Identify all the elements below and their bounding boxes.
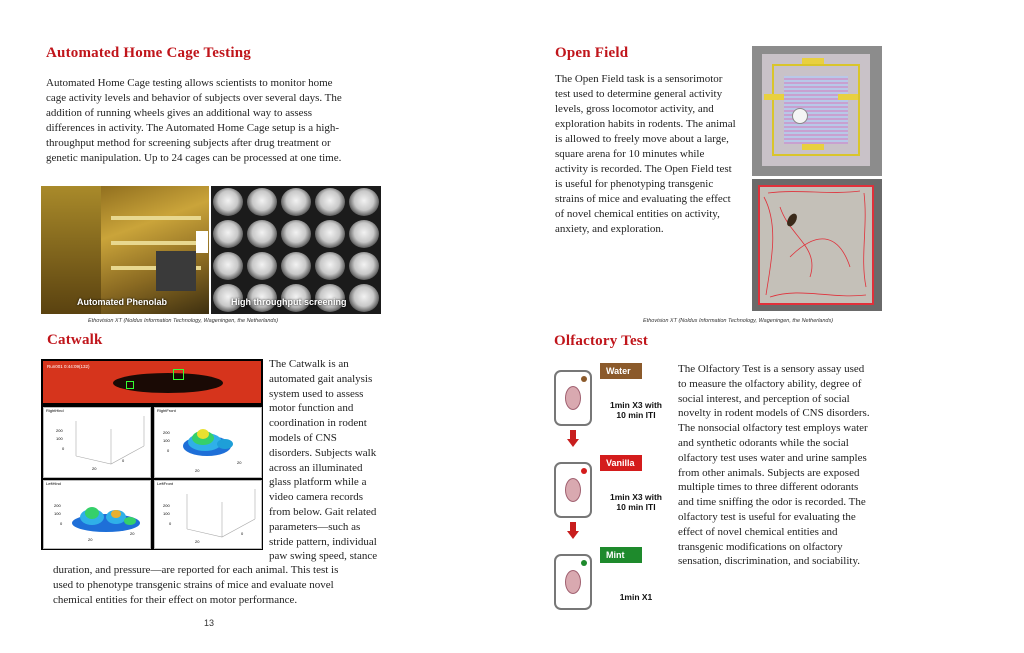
timing-label: 1min X3 with [610,400,662,410]
tick-label: 200 [163,430,170,435]
text-line: across an illuminated [269,461,363,474]
text-line: test used to determine general activity [555,88,723,100]
cage-cell [315,188,345,216]
tick-label: 100 [163,511,170,516]
text-line: activity is recorded. The Open Field test [555,163,732,175]
phenolab-label: Automated Phenolab [77,297,168,307]
phenolab-photo [41,186,209,314]
text-line: cage activity levels and behavior of subjects over several days. The [46,92,342,104]
open-field-caption: Ethovision XT (Noldus Information Technology, Wageningen, the Netherlands) [643,318,834,324]
tick-label: 20 [195,539,200,544]
odor-tag: Mint [600,547,642,563]
activity-trace [760,187,872,303]
cage-icon [554,462,592,518]
text-line: automated gait analysis [269,372,373,385]
text-line: effect of novel chemical entities and [678,525,838,538]
tick-label: 200 [163,503,170,508]
text-line: of novel chemical entities on activity, [555,208,720,220]
text-line: system used to assess [269,387,364,400]
tick-label: 0 [60,521,63,526]
cage-cell [213,188,243,216]
cage-cell [349,284,379,312]
cage-cell [247,220,277,248]
cage-cell [315,220,345,248]
catwalk-title: Catwalk [47,332,103,348]
cage-cell [213,220,243,248]
odor-dot-icon [581,468,587,474]
run-label: Run001 0:44:09(132) [47,364,90,369]
catwalk-run-strip [43,361,261,403]
odor-tag: Vanilla [600,455,642,471]
tick-label: 0 [122,458,125,463]
text-line: disorders. Subjects walk [269,446,377,459]
text-line: paw swing speed, stance [269,550,378,563]
text-line: models of CNS [269,431,337,444]
mouse-icon [565,386,581,410]
tick-label: 20 [130,531,135,536]
home-cage-text [46,76,386,166]
text-line: The Open Field task is a sensorimotor [555,73,723,85]
chart-axes [66,416,146,466]
tick-label: 20 [237,460,242,465]
tick-label: 100 [54,511,61,516]
open-field-title: Open Field [555,45,629,61]
chart-right-hind [43,407,151,478]
text-line: social interest, and perception of social [678,392,850,405]
tick-label: 0 [167,448,170,453]
cage-cell [281,252,311,280]
text-line: video camera records [269,491,364,504]
olfactory-diagram [548,358,673,620]
tick-label: 20 [92,466,97,471]
text-line: The nonsocial olfactory test employs water [678,422,868,435]
odor-dot-icon [581,376,587,382]
text-line: from other animals. Subjects are exposed [678,466,860,479]
timing-label: 1min X1 [619,592,653,602]
text-line: stride pattern, individual [269,535,377,548]
text-line: motor function and [269,402,354,415]
cage-cell [349,188,379,216]
cage-cell [315,252,345,280]
text-line: The Olfactory Test is a sensory assay used [678,363,865,375]
text-line: levels, gross locomotor activity, and [555,103,714,115]
mouse-icon [565,478,581,502]
paw-marker [173,369,184,380]
open-field-text [555,72,755,237]
cage-cell [349,252,379,280]
tick-label: 20 [195,468,200,473]
text-line: is allowed to freely move about a large, [555,133,729,145]
text-line: strains of mice and evaluating the effect [555,193,731,205]
text-line: to measure the olfactory ability, degree of [678,377,862,390]
tick-label: 0 [62,446,65,451]
text-line: addition of running wheels gives an additional way to assess [46,107,313,119]
text-line: transgenic modifications on olfactory [678,540,843,553]
screening-label: High throughput screening [231,297,347,307]
timing-label: 10 min ITI [616,410,656,420]
text-line: throughput method for screening subjects after drug treatment or [46,137,331,149]
olfactory-text [678,362,898,569]
cage-cell [247,252,277,280]
chart-title: LeftFront [157,481,174,486]
timing-label: 10 min ITI [616,502,656,512]
text-line: is useful for phenotyping transgenic [555,178,714,190]
text-line: square arena for 10 minutes while [555,148,705,160]
text-line: anxiety, and exploration. [555,223,664,235]
text-line: parameters—such as [269,520,361,533]
cage-cell [349,220,379,248]
text-line: novelty in rodent models of CNS disorders. [678,407,870,420]
odor-tag: Water [600,363,642,379]
text-line: glass platform while a [269,476,367,489]
cage-cell [281,220,311,248]
pressure-surface [68,495,144,537]
tick-label: 20 [88,537,93,542]
chart-title: RightHind [46,408,64,413]
text-line: Automated Home Cage testing allows scientists to monitor home [46,77,333,89]
page-number: 13 [204,618,215,628]
text-line: exploration habits in rodents. The animal [555,118,736,130]
text-line: sensation, discrimination, and sociability. [678,555,860,568]
cage-cell [281,188,311,216]
text-line: olfactory test uses water and urine samples [678,451,867,464]
tick-label: 200 [56,428,63,433]
text-line: and time sniffing the odor is recorded. The [678,496,866,509]
chart-title: LeftHind [46,481,61,486]
text-line: chemical entities for their effect on motor performance. [53,594,298,606]
home-cage-caption: Ethovision XT (Noldus Information Technology, Wageningen, the Netherlands) [88,318,279,324]
chart-title: RightFront [157,408,176,413]
odor-dot-icon [581,560,587,566]
text-line: The Catwalk is an [269,358,349,370]
screening-photo [211,186,381,314]
chart-axes [177,489,257,539]
tick-label: 0 [169,521,172,526]
text-line: and synthetic odorants while the social [678,436,849,449]
tick-label: 0 [241,531,244,536]
text-line: multiple times to three different odorants [678,481,859,494]
mouse-icon [565,570,581,594]
paw-marker [126,381,134,389]
text-line: genetic manipulation. Up to 24 cages can be processed at one time. [46,152,342,164]
home-cage-title: Automated Home Cage Testing [46,45,251,61]
tick-label: 100 [163,438,170,443]
chart-left-hind [43,480,151,549]
text-line: coordination in rodent [269,417,367,430]
cage-cell [213,252,243,280]
catwalk-figure [41,359,263,550]
text-line: from below. Gait related [269,505,377,518]
text-line: used to phenotype transgenic strains of mice and evaluate novel [53,579,334,591]
text-line: differences in activity. The Automated Home Cage setup is a high- [46,122,340,134]
text-line: duration, and pressure—are reported for each animal. This test is [53,564,339,576]
tick-label: 200 [54,503,61,508]
cage-cell [247,188,277,216]
open-field-track-photo [752,179,882,311]
home-cage-photo [41,186,381,314]
olfactory-title: Olfactory Test [554,333,649,349]
chart-right-front [154,407,262,478]
tick-label: 100 [56,436,63,441]
chart-left-front [154,480,262,549]
text-line: olfactory test is useful for evaluating the [678,510,856,523]
pressure-surface [177,420,247,464]
catwalk-bottom-text [53,563,393,608]
timing-label: 1min X3 with [610,492,662,502]
catwalk-side-text [269,357,399,564]
open-field-zones-photo [752,46,882,176]
cage-icon [554,370,592,426]
cage-icon [554,554,592,610]
